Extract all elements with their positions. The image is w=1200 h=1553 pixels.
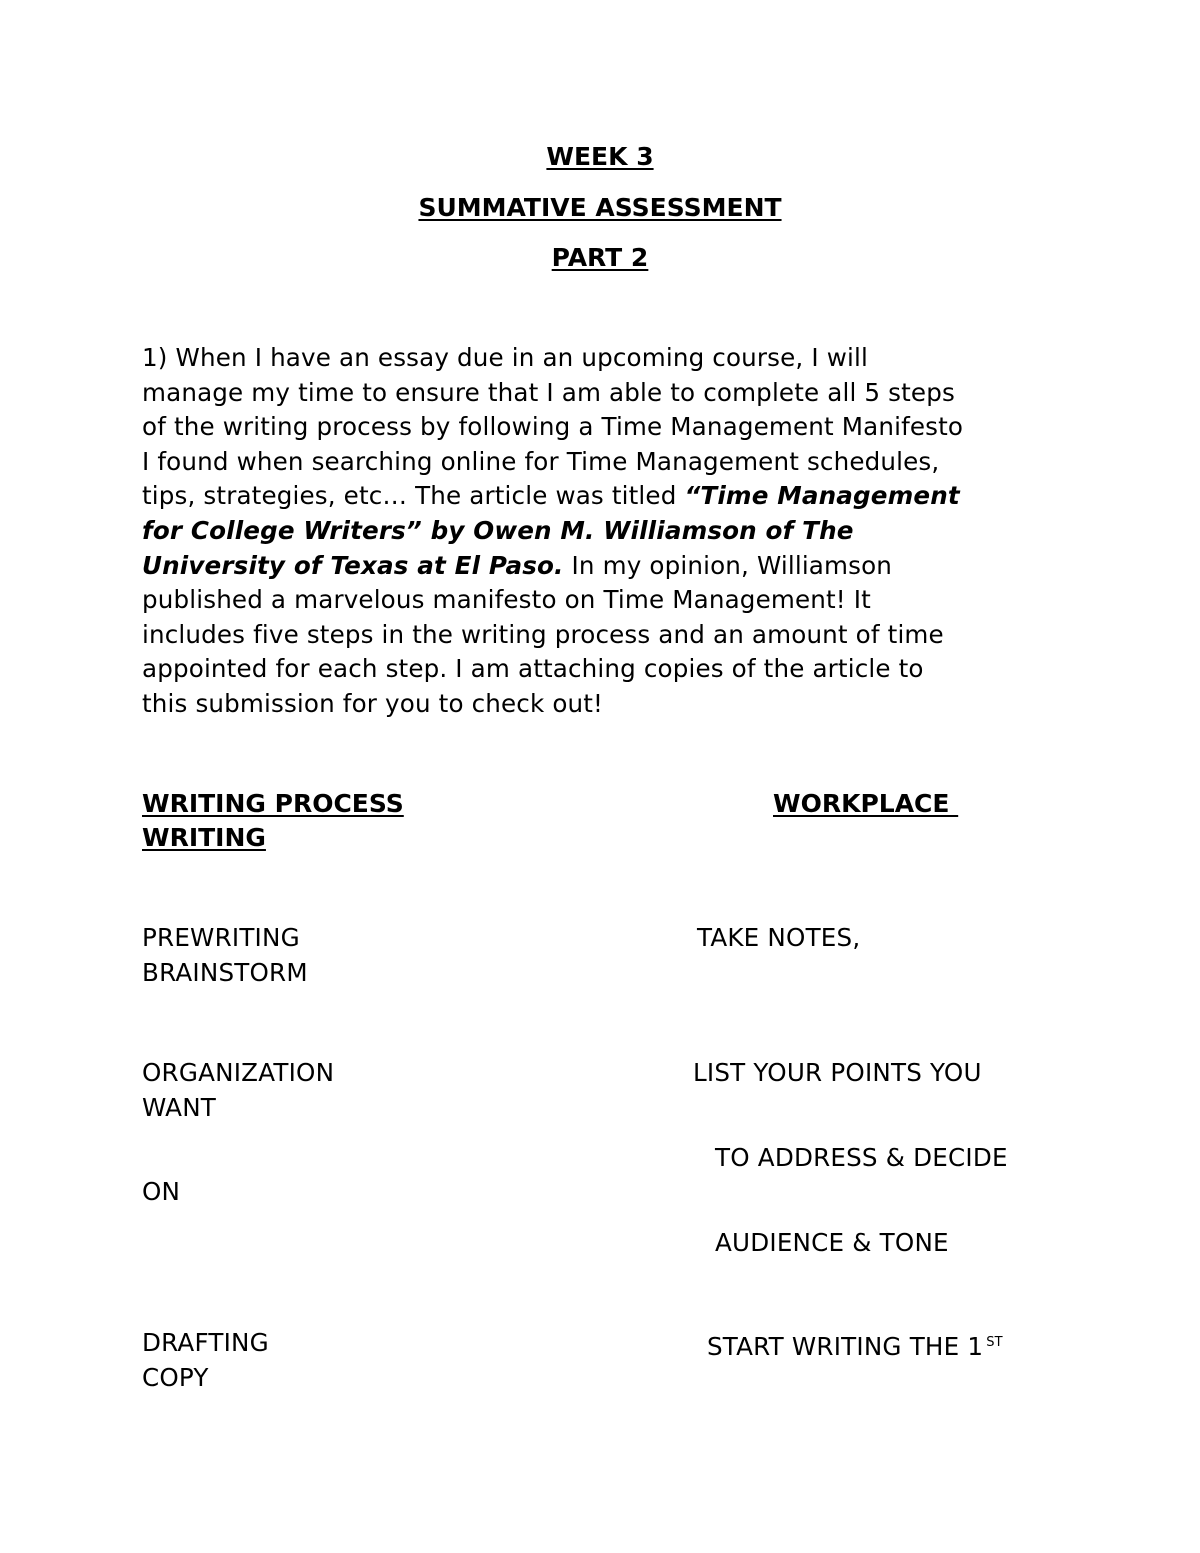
body-paragraph bbox=[142, 341, 1062, 722]
header-writing: WRITING bbox=[142, 823, 266, 852]
workplace-take-notes: TAKE NOTES, bbox=[697, 923, 861, 952]
article-title-emphasis: for College Writers” by Owen M. Williamson of The bbox=[142, 515, 854, 545]
workplace-on: ON bbox=[142, 1177, 181, 1206]
step-organization: ORGANIZATION bbox=[142, 1058, 335, 1087]
start-writing-text: START WRITING THE 1 bbox=[707, 1332, 984, 1361]
header-writing-process: WRITING PROCESS bbox=[142, 789, 404, 818]
workplace-copy: COPY bbox=[142, 1363, 209, 1392]
paragraph-line: 1) When I have an essay due in an upcoming course, I will bbox=[142, 343, 868, 372]
paragraph-line bbox=[142, 549, 1062, 584]
header-workplace: WORKPLACE bbox=[773, 789, 959, 818]
paragraph-line bbox=[142, 479, 1062, 514]
paragraph-text: In my opinion, Williamson bbox=[563, 550, 893, 580]
workplace-brainstorm: BRAINSTORM bbox=[142, 958, 308, 987]
paragraph-line: manage my time to ensure that I am able to complete all 5 steps bbox=[142, 377, 955, 407]
paragraph-text: tips, strategies, etc… The article was titled bbox=[142, 481, 685, 511]
paragraph-line: published a marvelous manifesto on Time Management! It bbox=[142, 585, 871, 615]
workplace-want: WANT bbox=[142, 1093, 217, 1122]
workplace-to-address: TO ADDRESS & DECIDE bbox=[715, 1143, 1008, 1172]
paragraph-line: includes five steps in the writing process and an amount of time bbox=[142, 619, 944, 649]
workplace-audience-tone: AUDIENCE & TONE bbox=[715, 1228, 949, 1257]
paragraph-line: this submission for you to check out! bbox=[142, 688, 604, 718]
title-part: PART 2 bbox=[551, 243, 649, 272]
paragraph-line: I found when searching online for Time Management schedules, bbox=[142, 446, 940, 476]
title-week: WEEK 3 bbox=[546, 142, 654, 171]
article-title-emphasis: “Time Management bbox=[684, 481, 960, 511]
workplace-start-writing bbox=[707, 1327, 1003, 1363]
ordinal-suffix: ST bbox=[986, 1335, 1003, 1350]
step-prewriting: PREWRITING bbox=[142, 923, 300, 952]
article-source-emphasis: University of Texas at El Paso. bbox=[142, 550, 564, 580]
step-drafting: DRAFTING bbox=[142, 1328, 269, 1357]
paragraph-line: appointed for each step. I am attaching copies of the article to bbox=[142, 654, 924, 684]
title-summative-assessment: SUMMATIVE ASSESSMENT bbox=[418, 193, 782, 222]
workplace-list-points: LIST YOUR POINTS YOU bbox=[693, 1058, 982, 1087]
paragraph-line: of the writing process by following a Time Management Manifesto bbox=[142, 412, 964, 442]
